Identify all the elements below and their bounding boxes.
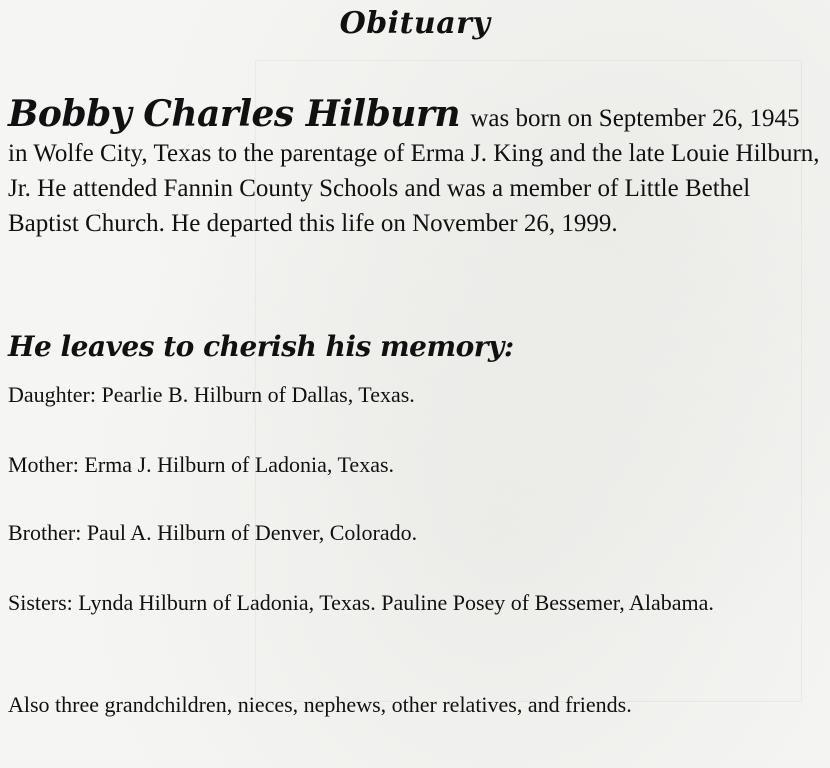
deceased-name: Bobby Charles Hilburn <box>8 93 461 135</box>
survivor-daughter: Daughter: Pearlie B. Hilburn of Dallas, Texas. <box>8 382 415 407</box>
intro-paragraph <box>8 93 824 241</box>
survivor-brother: Brother: Paul A. Hilburn of Denver, Colorado. <box>8 520 418 545</box>
memory-heading: He leaves to cherish his memory: <box>8 330 514 363</box>
survivor-sisters: Sisters: Lynda Hilburn of Ladonia, Texas. Pauline Posey of Bessemer, Alabama. <box>8 590 714 615</box>
survivor-mother: Mother: Erma J. Hilburn of Ladonia, Texas. <box>8 452 395 477</box>
page-title: Obituary <box>339 6 491 41</box>
survivor-others: Also three grandchildren, nieces, nephews, other relatives, and friends. <box>8 692 632 717</box>
intro-text: was born on September 26, 1945 in Wolfe City, Texas to the parentage of Erma J. King and the late Louie Hilburn, Jr. He attended Fannin County Schools and was a member of Little Bethel Baptist Church. He departed this life on November 26, 1999. <box>8 105 820 237</box>
